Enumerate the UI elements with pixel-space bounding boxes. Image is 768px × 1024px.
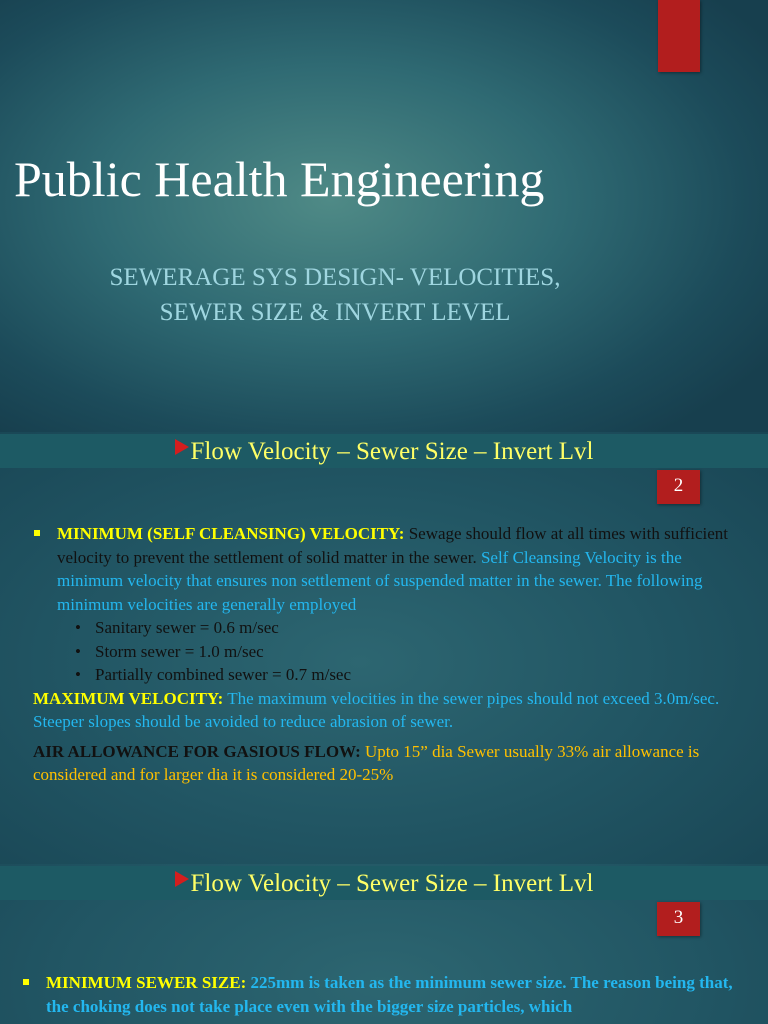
min-velocity-text: Sewage should flow at all times with sufficient velocity to prevent the settlement of solid matter in the sewer.: [57, 524, 729, 567]
header-band: [0, 866, 768, 900]
slide-body: [33, 522, 733, 787]
min-velocity-bullet: [33, 522, 733, 616]
min-velocity-label: MINIMUM (SELF CLEANSING) VELOCITY:: [57, 524, 405, 543]
page-number-badge: 2: [657, 470, 700, 504]
red-tab-decoration: [658, 0, 700, 72]
max-velocity-paragraph: [33, 687, 733, 734]
red-triangle-arrow-icon: [175, 871, 189, 887]
max-velocity-text: The maximum velocities in the sewer pipes should not exceed 3.0m/sec. Steeper slopes should be avoided to reduce abrasion of sewer.: [33, 688, 720, 731]
list-item: • Storm sewer = 1.0 m/sec: [75, 640, 733, 664]
air-allowance-text: Upto 15” dia Sewer usually 33% air allowance is considered and for larger dia it is considered 20-25%: [33, 741, 700, 784]
min-sewer-size-text: 225mm is taken as the minimum sewer size. The reason being that, the choking does not take place even with the bigger size particles, which: [46, 973, 733, 1016]
slide-title: Public Health Engineering: [14, 151, 545, 207]
yellow-square-bullet-icon: [34, 530, 40, 536]
slide-subtitle: [40, 260, 630, 330]
slide-header-title: Flow Velocity – Sewer Size – Invert Lvl: [190, 438, 594, 465]
max-velocity-label: MAXIMUM VELOCITY:: [33, 688, 224, 708]
list-item: • Partially combined sewer = 0.7 m/sec: [75, 663, 733, 687]
min-sewer-size-label: MINIMUM SEWER SIZE:: [46, 973, 247, 992]
page-number-badge: 3: [657, 902, 700, 936]
self-cleansing-text: Self Cleansing Velocity is the minimum velocity that ensures non settlement of suspended matter in the sewer. The following minimum velocities are generally employed: [57, 547, 703, 614]
list-item: • Sanitary sewer = 0.6 m/sec: [75, 616, 733, 640]
slide-3: [0, 864, 768, 1024]
slide-body: [22, 971, 752, 1018]
yellow-square-bullet-icon: [23, 979, 29, 985]
subtitle-line-2: SEWER SIZE & INVERT LEVEL: [159, 299, 511, 326]
header-title-row: [0, 866, 768, 900]
velocity-list: [33, 616, 733, 687]
header-title-row: [0, 434, 768, 468]
air-allowance-label: AIR ALLOWANCE FOR GASIOUS FLOW:: [33, 741, 361, 761]
air-allowance-paragraph: [33, 740, 733, 787]
red-triangle-arrow-icon: [175, 439, 189, 455]
slide-header-title: Flow Velocity – Sewer Size – Invert Lvl: [190, 870, 594, 897]
header-band: [0, 434, 768, 468]
min-sewer-size-bullet: [22, 971, 752, 1018]
subtitle-line-1: SEWERAGE SYS DESIGN- VELOCITIES,: [109, 264, 561, 291]
slide-2: [0, 432, 768, 864]
title-slide: [0, 0, 768, 432]
